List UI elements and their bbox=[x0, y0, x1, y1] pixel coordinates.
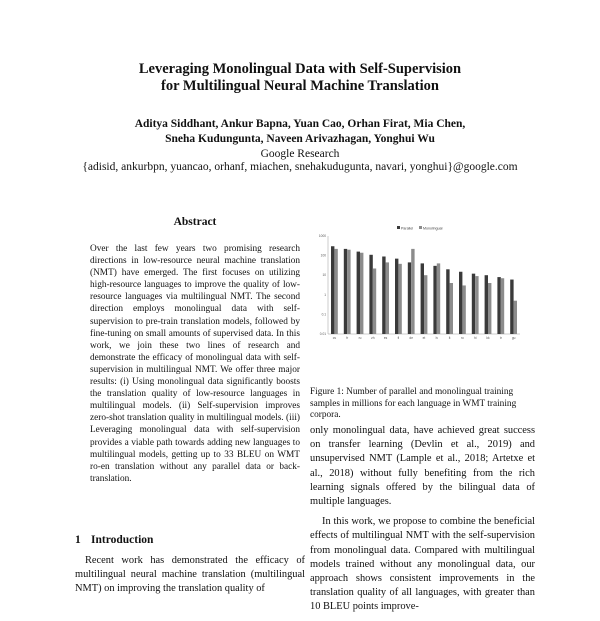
authors-line-1: Aditya Siddhant, Ankur Bapna, Yuan Cao, Orhan Firat, Mia Chen, bbox=[134, 118, 466, 130]
x-tick-label: et bbox=[422, 336, 426, 340]
bar-parallel bbox=[382, 256, 385, 334]
section-title: Introduction bbox=[91, 534, 154, 546]
title-line-1: Leveraging Monolingual Data with Self-Supervision bbox=[138, 61, 462, 77]
figure-caption: Figure 1: Number of parallel and monolingual training samples in millions for each language in WMT training corpora. bbox=[310, 387, 517, 421]
bar-parallel bbox=[485, 275, 488, 334]
bar-monolingual bbox=[386, 262, 389, 334]
x-tick-label: de bbox=[409, 336, 413, 340]
y-tick-label: 10 bbox=[322, 273, 326, 278]
abstract-heading: Abstract bbox=[173, 216, 217, 228]
y-tick-label: 1000 bbox=[318, 234, 326, 238]
bar-monolingual bbox=[437, 263, 440, 334]
bar-parallel bbox=[395, 259, 398, 334]
bar-parallel bbox=[408, 262, 411, 334]
legend-swatch bbox=[397, 226, 400, 229]
bar-parallel bbox=[510, 280, 513, 334]
bar-monolingual bbox=[514, 301, 517, 334]
bar-parallel bbox=[331, 246, 334, 334]
legend-swatch bbox=[419, 226, 422, 229]
abstract-body bbox=[90, 243, 300, 485]
section-number: 1 bbox=[75, 534, 81, 546]
author-list bbox=[0, 117, 600, 147]
x-tick-label: cs bbox=[332, 336, 336, 340]
y-tick-label: 0.1 bbox=[321, 312, 326, 317]
x-tick-label: lv bbox=[435, 336, 438, 340]
title-line-2: for Multilingual Neural Machine Translation bbox=[161, 78, 439, 94]
bar-parallel bbox=[446, 269, 449, 334]
bar-parallel bbox=[459, 272, 462, 334]
bar-parallel bbox=[472, 274, 475, 334]
bar-parallel bbox=[497, 277, 500, 334]
x-tick-label: fi bbox=[397, 336, 400, 340]
introduction-body bbox=[75, 554, 305, 597]
x-tick-label: gu bbox=[511, 336, 516, 340]
bar-monolingual bbox=[398, 264, 401, 334]
bar-parallel bbox=[369, 255, 372, 334]
x-tick-label: tr bbox=[499, 336, 502, 340]
bar-parallel bbox=[344, 249, 347, 334]
bar-monolingual bbox=[424, 275, 427, 334]
author-emails: {adisid, ankurbpn, yuancao, orhanf, miachen, snehakudugunta, navari, yonghui}@google.com bbox=[82, 161, 518, 173]
bar-monolingual bbox=[360, 253, 363, 334]
bar-monolingual bbox=[501, 278, 504, 334]
bar-monolingual bbox=[347, 250, 350, 334]
bar-chart bbox=[312, 224, 527, 349]
y-tick-label: 0.01 bbox=[319, 332, 326, 336]
y-tick-label: 1 bbox=[324, 292, 326, 297]
right-paragraph-1: only monolingual data, have achieved great success on transfer learning (Devlin et al., 2019) and unsupervised NMT (Lample et al., 2018; Artetxe et al., 2018) without fully benefiting from the rich learning signals offered by the bilingual data of multiple languages. bbox=[310, 425, 535, 508]
legend-entry: Monolingual bbox=[423, 226, 443, 231]
introduction-text: Recent work has demonstrated the efficacy of multilingual neural machine translation (multilingual NMT) on improving the translation quality of bbox=[75, 555, 305, 595]
x-tick-label: fr bbox=[346, 336, 349, 340]
bar-monolingual bbox=[334, 249, 337, 334]
x-tick-label: es bbox=[383, 336, 388, 340]
right-column-body bbox=[310, 424, 535, 621]
section-heading-introduction bbox=[75, 534, 305, 546]
x-tick-label: zh bbox=[371, 336, 375, 340]
paper-title bbox=[0, 61, 600, 95]
legend-entry: Parallel bbox=[401, 226, 413, 231]
x-tick-label: hi bbox=[473, 336, 477, 340]
bar-monolingual bbox=[450, 283, 453, 334]
bar-parallel bbox=[433, 266, 436, 334]
bar-parallel bbox=[357, 252, 360, 334]
bar-parallel bbox=[421, 263, 424, 334]
bar-monolingual bbox=[373, 268, 376, 334]
bar-monolingual bbox=[462, 285, 465, 334]
x-tick-label: ro bbox=[460, 336, 464, 340]
x-tick-label: ru bbox=[358, 336, 362, 340]
figure-1 bbox=[312, 224, 527, 354]
y-tick-label: 100 bbox=[320, 253, 326, 258]
authors-line-2: Sneha Kudungunta, Naveen Arivazhagan, Yonghui Wu bbox=[165, 133, 435, 145]
x-tick-label: kk bbox=[486, 336, 490, 340]
affiliation: Google Research bbox=[260, 148, 340, 160]
abstract-text: Over the last few years two promising research directions in low-resource neural machine translation (NMT) have emerged. The first focuses on utilizing high-resource languages to improve the quality of low-resource languages via multilingual NMT. The second direction employs monolingual data with self-supervision to pre-train translation models, followed by fine-tuning on small amounts of supervised data. In this work, we join these two lines of research and demonstrate the efficacy of monolingual data with self-supervision in multilingual NMT. We offer three major results: (i) Using monolingual data significantly boosts the translation quality of low-resource languages in multilingual models. (ii) Self-supervision improves zero-shot translation quality in multilingual models. (iii) Leveraging monolingual data with self-supervision provides a viable path towards adding new languages to multilingual models, getting up to 33 BLEU on WMT ro-en translation without any parallel data or back-translation. bbox=[90, 244, 300, 484]
bar-monolingual bbox=[411, 249, 414, 334]
right-paragraph-2: In this work, we propose to combine the beneficial effects of multilingual NMT with the self-supervision from monolingual data. Compared with multilingual models trained without any monolingual data, our approach shows consistent improvements in the translation quality of all languages, with greater than 10 BLEU points improve- bbox=[310, 516, 535, 613]
bar-monolingual bbox=[475, 276, 478, 334]
x-tick-label: lt bbox=[448, 336, 451, 340]
bar-monolingual bbox=[488, 283, 491, 334]
